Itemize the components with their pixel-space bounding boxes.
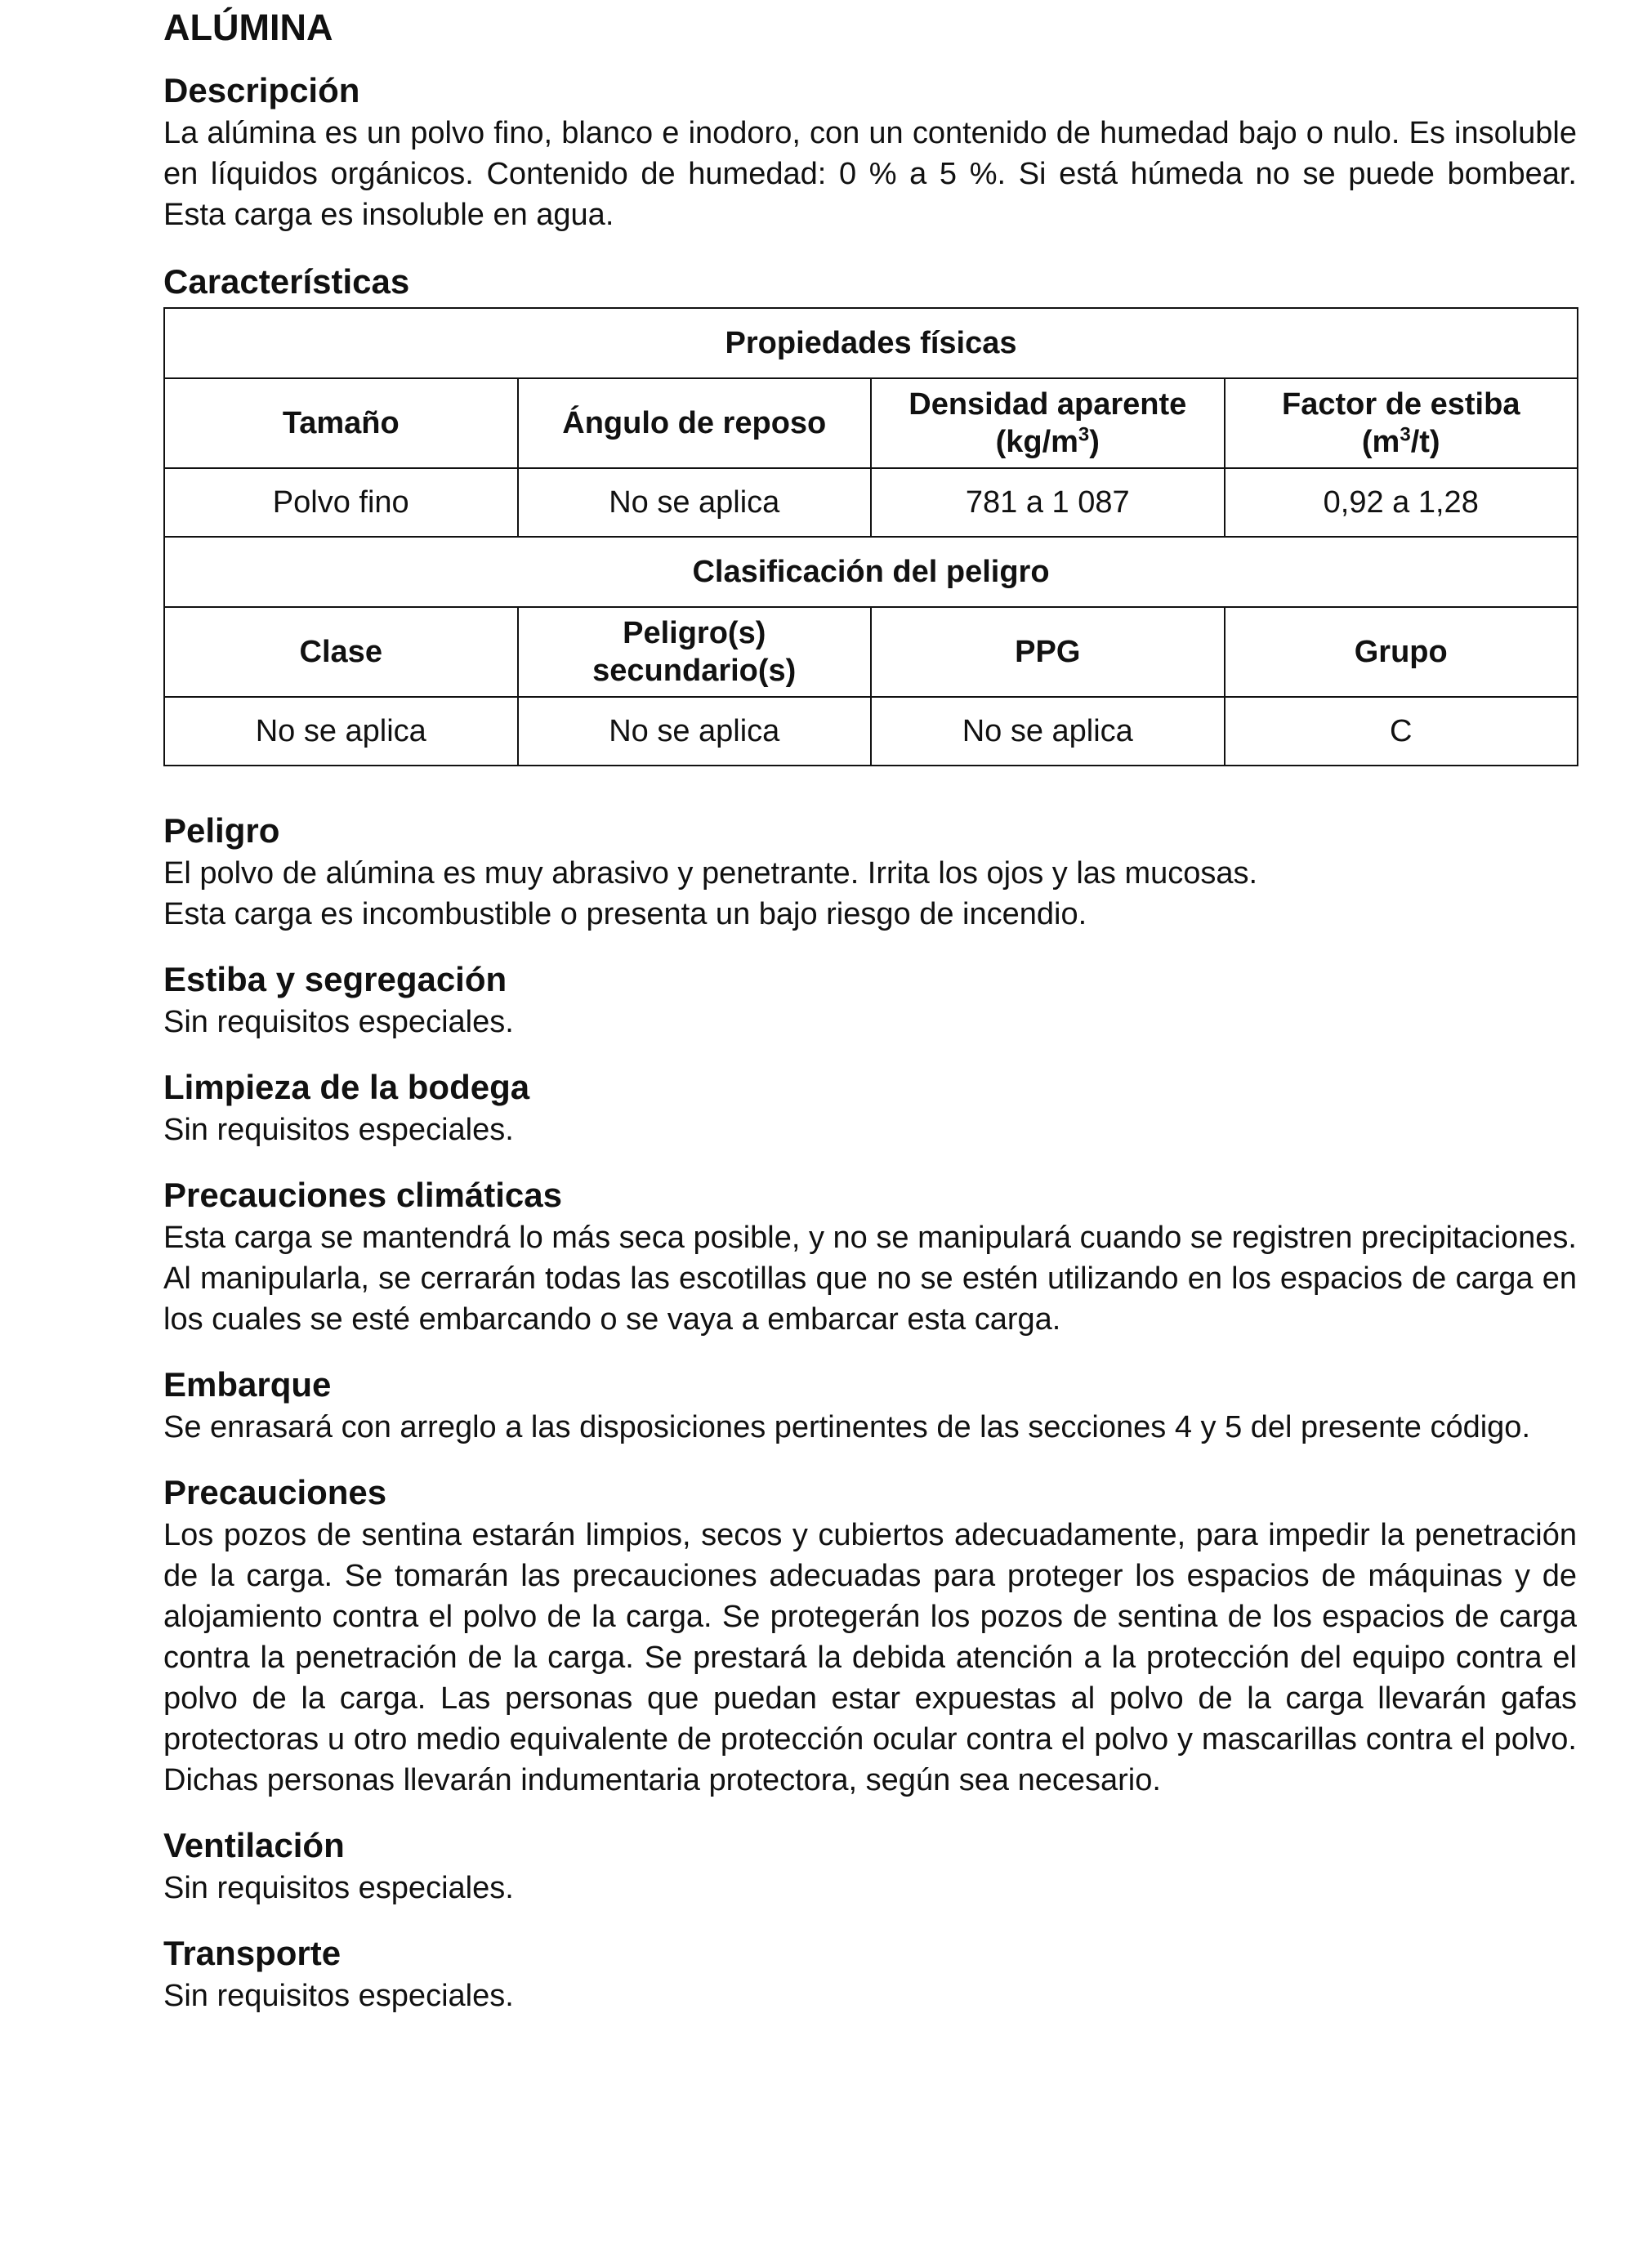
table-cell: No se aplica	[518, 697, 872, 766]
section-transporte	[163, 1931, 1577, 2016]
table-cell: No se aplica	[164, 697, 518, 766]
section-heading: Transporte	[163, 1934, 342, 1972]
clasificacion-band: Clasificación del peligro	[164, 537, 1578, 607]
table-cell: Polvo fino	[164, 468, 518, 537]
header-tamano: Tamaño	[164, 378, 518, 468]
table-row	[164, 697, 1578, 766]
document-page	[163, 0, 1577, 2016]
header-ppg: PPG	[871, 607, 1225, 697]
table-cell: No se aplica	[518, 468, 872, 537]
propiedades-band: Propiedades físicas	[164, 308, 1578, 378]
header-factor	[1225, 378, 1578, 468]
header-secundario-line2: secundario(s)	[592, 654, 797, 688]
unit-text: (m	[1361, 425, 1400, 459]
unit-superscript: 3	[1078, 423, 1090, 446]
section-heading: Limpieza de la bodega	[163, 1068, 530, 1106]
section-limpieza	[163, 1065, 1577, 1150]
table-cell: 0,92 a 1,28	[1225, 468, 1578, 537]
header-densidad-unit	[996, 425, 1100, 459]
characteristics-table	[163, 307, 1578, 766]
section-caracteristicas	[163, 260, 1577, 766]
header-grupo: Grupo	[1225, 607, 1578, 697]
section-heading: Precauciones	[163, 1473, 387, 1511]
unit-text: )	[1089, 425, 1100, 459]
table-cell: C	[1225, 697, 1578, 766]
header-factor-unit	[1362, 425, 1440, 459]
section-descripcion	[163, 69, 1577, 235]
section-body: Esta carga se mantendrá lo más seca posible, y no se manipulará cuando se registren precipitaciones. Al manipularla, se cerrarán todas las escotillas que no se estén utilizando en los espacios de carga en los cuales se esté embarcando o se vaya a embarcar esta carga.	[163, 1221, 1577, 1337]
header-factor-label: Factor de estiba	[1282, 387, 1520, 422]
header-secundario	[518, 607, 872, 697]
section-climaticas	[163, 1173, 1577, 1340]
section-heading: Embarque	[163, 1365, 332, 1404]
table-row	[164, 468, 1578, 537]
section-body: Sin requisitos especiales.	[163, 1979, 514, 2013]
section-heading: Características	[163, 262, 410, 301]
section-heading: Ventilación	[163, 1826, 345, 1864]
section-body-line: Esta carga es incombustible o presenta un bajo riesgo de incendio.	[163, 897, 1087, 931]
document-title: ALÚMINA	[163, 7, 333, 48]
section-precauciones	[163, 1471, 1577, 1801]
section-heading: Precauciones climáticas	[163, 1176, 562, 1214]
unit-superscript: 3	[1400, 423, 1411, 446]
header-angulo: Ángulo de reposo	[518, 378, 872, 468]
section-body: Sin requisitos especiales.	[163, 1871, 514, 1905]
header-densidad	[871, 378, 1225, 468]
section-body: Se enrasará con arreglo a las disposiciones pertinentes de las secciones 4 y 5 del presente código.	[163, 1410, 1531, 1444]
section-heading: Descripción	[163, 71, 360, 109]
section-ventilacion	[163, 1824, 1577, 1909]
header-densidad-label: Densidad aparente	[909, 387, 1187, 422]
section-embarque	[163, 1363, 1577, 1448]
section-body: La alúmina es un polvo fino, blanco e inodoro, con un contenido de humedad bajo o nulo. Es insoluble en líquidos orgánicos. Contenido de humedad: 0 % a 5 %. Si está húmeda no se puede bombear. Esta carga es insoluble en agua.	[163, 116, 1577, 232]
header-secundario-line1: Peligro(s)	[623, 616, 766, 650]
section-heading: Peligro	[163, 811, 280, 850]
section-body: Los pozos de sentina estarán limpios, secos y cubiertos adecuadamente, para impedir la penetración de la carga. Se tomarán las precauciones adecuadas para proteger los espacios de máquinas y de alojamiento contra el polvo de la carga. Se protegerán los pozos de sentina de los espacios de carga contra la penetración de la carga. Se prestará la debida atención a la protección del equipo contra el polvo de la carga. Las personas que puedan estar expuestas al polvo de la carga llevarán gafas protectoras u otro medio equivalente de protección ocular contra el polvo y mascarillas contra el polvo. Dichas personas llevarán indumentaria protectora, según sea necesario.	[163, 1518, 1577, 1797]
section-heading: Estiba y segregación	[163, 960, 507, 998]
table-cell: 781 a 1 087	[871, 468, 1225, 537]
unit-text: (kg/m	[995, 425, 1078, 459]
header-clase: Clase	[164, 607, 518, 697]
table-cell: No se aplica	[871, 697, 1225, 766]
unit-text: /t)	[1410, 425, 1440, 459]
section-body: Sin requisitos especiales.	[163, 1005, 514, 1039]
section-estiba	[163, 958, 1577, 1042]
section-body-line: El polvo de alúmina es muy abrasivo y penetrante. Irrita los ojos y las mucosas.	[163, 856, 1258, 891]
section-body: Sin requisitos especiales.	[163, 1113, 514, 1147]
section-peligro	[163, 809, 1577, 935]
